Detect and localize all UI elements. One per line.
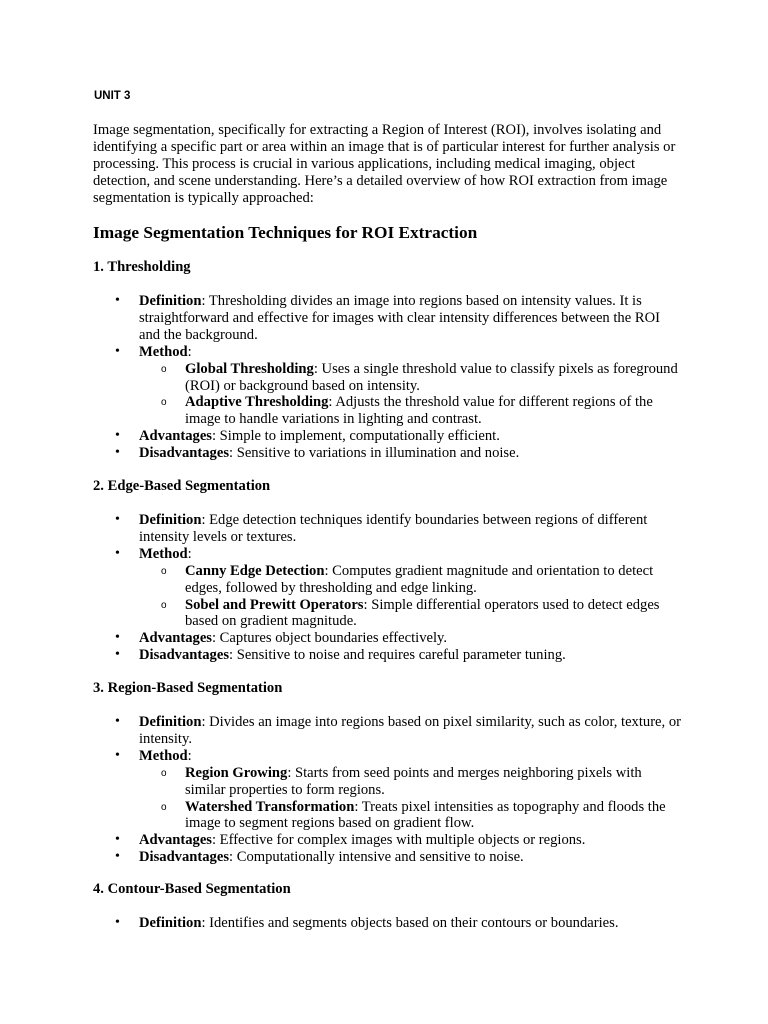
definition-text: : Divides an image into regions based on pixel similarity, such as color, texture, or intensity. bbox=[139, 714, 681, 747]
section-list-contour-based bbox=[93, 915, 683, 932]
method-name: Adaptive Thresholding bbox=[185, 394, 329, 411]
disadvantages-text: : Sensitive to noise and requires careful parameter tuning. bbox=[229, 647, 566, 664]
list-item-method bbox=[93, 748, 683, 833]
list-item-definition bbox=[93, 714, 683, 748]
definition-label: Definition bbox=[139, 293, 202, 309]
method-label: Method bbox=[139, 747, 188, 764]
advantages-text: : Effective for complex images with multiple objects or regions. bbox=[211, 832, 586, 849]
section-list-region-based bbox=[93, 714, 683, 866]
section-heading-thresholding: 1. Thresholding bbox=[93, 259, 191, 275]
method-suffix: : bbox=[187, 747, 192, 764]
sublist-item bbox=[139, 361, 683, 395]
sublist-item bbox=[139, 765, 683, 799]
method-desc: : Simple differential operators used to detect edges based on gradient magnitude. bbox=[185, 596, 660, 630]
method-desc: : Adjusts the threshold value for different regions of the image to handle variations in lighting and contrast. bbox=[185, 394, 653, 428]
method-desc: : Starts from seed points and merges neighboring pixels with similar properties to form regions. bbox=[185, 764, 642, 798]
list-item-definition bbox=[93, 915, 683, 932]
method-sublist bbox=[139, 563, 683, 631]
unit-label: UNIT 3 bbox=[94, 90, 131, 102]
disadvantages-text: : Computationally intensive and sensitive to noise. bbox=[229, 849, 524, 866]
section-heading-contour-based: 4. Contour-Based Segmentation bbox=[93, 881, 291, 897]
advantages-label: Advantages bbox=[139, 428, 212, 445]
definition-label: Definition bbox=[139, 714, 202, 730]
advantages-text: : Captures object boundaries effectively. bbox=[211, 630, 448, 647]
list-item-advantages bbox=[93, 428, 683, 445]
disadvantages-label: Disadvantages bbox=[139, 445, 230, 462]
method-name: Watershed Transformation bbox=[185, 798, 355, 815]
sublist-item bbox=[139, 563, 683, 597]
definition-label: Definition bbox=[139, 915, 202, 931]
method-sublist bbox=[139, 765, 683, 833]
disadvantages-label: Disadvantages bbox=[139, 849, 230, 866]
method-sublist bbox=[139, 361, 683, 429]
method-name: Canny Edge Detection bbox=[185, 562, 325, 579]
list-item-disadvantages bbox=[93, 647, 683, 664]
section-list-edge-based bbox=[93, 512, 683, 664]
list-item-definition bbox=[93, 293, 683, 344]
main-heading: Image Segmentation Techniques for ROI Extraction bbox=[93, 223, 478, 242]
method-suffix: : bbox=[187, 343, 192, 360]
intro-paragraph: Image segmentation, specifically for extracting a Region of Interest (ROI), involves isolating and identifying a specific part or area within an image that is of particular interest for further analysis or processing. This process is crucial in various applications, including medical imaging, object detection, and scene understanding. Here’s a detailed overview of how ROI extraction from image segmentation is typically approached: bbox=[93, 122, 676, 206]
list-item-method bbox=[93, 344, 683, 429]
definition-text: : Identifies and segments objects based on their contours or boundaries. bbox=[201, 915, 619, 931]
sublist-item bbox=[139, 597, 683, 631]
section-heading-region-based: 3. Region-Based Segmentation bbox=[93, 680, 283, 696]
list-item-disadvantages bbox=[93, 849, 683, 866]
disadvantages-label: Disadvantages bbox=[139, 647, 230, 664]
method-name: Region Growing bbox=[185, 764, 288, 781]
definition-label: Definition bbox=[139, 512, 202, 528]
method-desc: : Uses a single threshold value to classify pixels as foreground (ROI) or background based on intensity. bbox=[185, 360, 678, 394]
list-item-disadvantages bbox=[93, 445, 683, 462]
method-suffix: : bbox=[187, 545, 192, 562]
sublist-item bbox=[139, 394, 683, 428]
method-name: Global Thresholding bbox=[185, 360, 314, 377]
sublist-item bbox=[139, 799, 683, 833]
list-item-advantages bbox=[93, 630, 683, 647]
method-desc: : Computes gradient magnitude and orientation to detect edges, followed by thresholding and edge linking. bbox=[185, 562, 654, 596]
list-item-advantages bbox=[93, 832, 683, 849]
disadvantages-text: : Sensitive to variations in illumination and noise. bbox=[229, 445, 520, 462]
section-heading-edge-based: 2. Edge-Based Segmentation bbox=[93, 478, 271, 494]
advantages-label: Advantages bbox=[139, 630, 212, 647]
method-desc: : Treats pixel intensities as topography and floods the image to segment regions based on gradient flow. bbox=[185, 798, 666, 832]
list-item-definition bbox=[93, 512, 683, 546]
section-list-thresholding bbox=[93, 293, 683, 462]
method-label: Method bbox=[139, 545, 188, 562]
method-label: Method bbox=[139, 343, 188, 360]
definition-text: : Thresholding divides an image into regions based on intensity values. It is straightforward and effective for images with clear intensity differences between the ROI and the background. bbox=[139, 293, 660, 343]
list-item-method bbox=[93, 546, 683, 631]
advantages-text: : Simple to implement, computationally efficient. bbox=[211, 428, 500, 445]
advantages-label: Advantages bbox=[139, 832, 212, 849]
method-name: Sobel and Prewitt Operators bbox=[185, 596, 364, 613]
definition-text: : Edge detection techniques identify boundaries between regions of different intensity levels or textures. bbox=[139, 512, 648, 545]
